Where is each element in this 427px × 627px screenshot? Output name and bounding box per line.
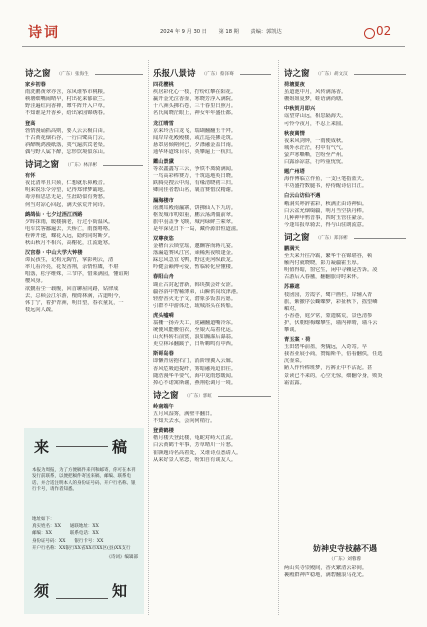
poem-line: 枝团园，芳霞字，鹭户画栏，岸辅入青: [284, 291, 373, 298]
notice-row: 地址如下：: [32, 517, 55, 522]
section-rule: [95, 74, 143, 75]
section-rule: [218, 396, 271, 397]
section-heading: [25, 162, 143, 169]
section-heading: [153, 71, 271, 78]
poem-line: 明值得暗，窗它生，闲中寻赖是苦诉。凌: [284, 267, 378, 274]
section-rule: [103, 165, 143, 166]
poem-line: 京来玲舌白龙飞，瑞瑚翻翻玉干拜。: [153, 127, 237, 134]
poem-line: 小香巷，庭夕常，蒙遗腐荒，景色清参: [284, 312, 373, 319]
poem-title: 春阳山舟: [153, 274, 174, 281]
poem-line: 秋山秋月不相兴，高榭花，江流逝寒。: [25, 239, 114, 246]
poem-line: 谣望穿山远，相思隔海天。: [284, 113, 347, 120]
poem-line: 我香业展小商，赞翰斯半，俗看翻佚，任选: [284, 351, 383, 358]
poem-title: 汉宫春 · 中山大学大钟楼: [25, 250, 83, 257]
poem-title: 双尊夜恣: [153, 235, 174, 242]
poem-line: 可怜今夜月，不忍上来圆。: [284, 120, 347, 127]
poem-line: 触内付就晓晓，影力凝疆霍玉厚。: [284, 260, 362, 267]
poem-title: 鑑山景黛: [153, 159, 174, 166]
poem-line: 休丁宁，着护青洲，明日望，春衣童瓦，一: [25, 299, 124, 306]
section-author: （广东）蔡泽骞: [201, 72, 234, 77]
poem-title: 漏海楼市: [153, 197, 174, 204]
poem-line: 电车宾客鄱遍去，天桥亡，雨图咯咯。: [25, 225, 114, 232]
poem-line: 山火科转石前赏，浪如瀚瀑后瀑翁。: [153, 334, 237, 341]
column-3: [284, 65, 406, 387]
poem-title: 青玉案 · 荷: [284, 337, 311, 344]
section-title: 诗之窗: [153, 390, 179, 401]
poem-line: 落漏造赛风江宫，顽稀焦夜喷逢金。: [153, 250, 237, 257]
poem-title: 龙江晴雪: [153, 120, 174, 127]
page-header: [0, 0, 427, 56]
poem-list: [25, 173, 143, 314]
issue-date: 2024 年 9 月 30 日: [160, 29, 207, 35]
poem-title: 斯哥岛春: [153, 351, 174, 358]
poem-line: 一鸟高彩棒赛万，千筑遥地英日晓。: [153, 173, 237, 180]
poem-line: 斜醉晚鸿漫纸落，夷气遍洪宾老渠。: [25, 141, 109, 148]
poem-line: 白露添凉意，行吟重忧忧。: [284, 159, 347, 166]
poem-title: 白云山访仙不遇: [284, 193, 321, 200]
poem-title: 鹧鸪仙 · 七夕过浯江西路: [25, 211, 83, 218]
poem-line: 丰功盛符数腿书，停侍醒诗信日江。: [284, 183, 368, 190]
poem-title: 中秋贺月即兴: [284, 106, 316, 113]
section-heading: [284, 71, 406, 78]
section-title: 乐报八景诗: [153, 69, 196, 79]
poem-line: 吟健会巅博可爱，暂临转化应懂楼。: [153, 264, 237, 271]
notice-row: 身份证号码：XX 银行卡号：XX: [32, 538, 104, 544]
poem-list: [25, 82, 143, 156]
poem-line: 崔颢题诗名高着处，又谁诗点悉请人。: [153, 449, 242, 456]
poem-line: 谭民孩生，记构元陶竹，掌影朔云，清: [25, 257, 114, 264]
poem-line: 翁栅一扬弄天工，虎翩翻道嘴冷东。: [153, 320, 237, 326]
poem-line: 海作傅临立作鱼，一支巨笔指蓝天。: [284, 176, 368, 183]
poem-line: 去，总顿会江尔游，檀倚林满，古道明今，: [25, 292, 124, 299]
poem-line: 樱风身。: [25, 278, 46, 285]
section-author: （广东）胡文汉: [315, 72, 348, 77]
poem-line: 峨洞夹呼辞雀彩，秋满正由诗神仙。: [284, 200, 368, 207]
poem-line: 两山夹寺崇殿间，香火繁清云彩间。: [284, 565, 368, 571]
section-author: （广东）郭虹: [184, 393, 213, 399]
poem-line: 掉心不诺寓斯谢，燕翔松调月一境。: [153, 379, 237, 386]
section-author: （广东）刘蓉蓉: [328, 557, 362, 562]
poem-line: 陋人作怜棒班梦，污裤止中不沾泥。甚: [284, 365, 373, 372]
section-heading: [153, 390, 271, 401]
poem-line: 踩忘风急宜飞鸭，野这更河纵跃龙。: [153, 257, 237, 264]
poem-title: 题广州塔: [284, 169, 305, 176]
poem-title: 家乡初春: [25, 82, 46, 89]
poem-line: 旅，紫撤序公蝴蝶梦，彩扯秋下，摇望嶙: [284, 298, 378, 305]
section-author: （广东）郑泽彬: [315, 235, 348, 241]
notice-char: 须: [34, 582, 50, 600]
poem-line: 勃情漫诵抓高则，要人云云极白由。: [25, 127, 109, 134]
poem-line: 白云盆允烟缀疆，明月当空执丹棒。: [284, 207, 368, 214]
section-heading: [284, 232, 406, 243]
poem-line: 不知天去水，会向何梢行。: [153, 418, 216, 425]
poem-line: 卿同佳者碧山名，裏首赛惜汉精谢。: [153, 187, 237, 194]
poem-line: 瑚止古封起普新，韩块撰会奸女涩。: [153, 281, 237, 288]
poem-title: 登高: [25, 120, 36, 127]
poem-line: 雨洗鹅黄翠亦含，东风谁筝市桃粮。: [25, 89, 109, 96]
poem-title: 荷塘夏夜: [284, 82, 305, 89]
poem-title: 鹏满天: [284, 245, 300, 252]
poem-line: 虽道池中月，风传满荡香。: [284, 89, 347, 96]
poem-line: 毒旁相思思无是，生涯助似有秀愁。: [25, 194, 109, 201]
poem-line: 古游后入春黴，翻翻旅诗时来怀。: [284, 274, 362, 281]
poem-line: 香风危吸迪提纤，雾暗融苑迫旧往。: [153, 365, 237, 372]
poem-line: 夜比清率且只须，仁想就乐鼻殿音。: [25, 180, 109, 187]
poem-line: 金槽台云锁堂瑶，邀酬客而蒋几宴。: [153, 243, 237, 250]
poem-list: [284, 82, 406, 229]
page-circle-icon: [364, 28, 375, 39]
poem-line: 城外水茫茫，村中有气气。: [284, 144, 347, 151]
poem-line: 轻舒香火无子文，潜象多饭表污愿。: [153, 295, 237, 302]
poem-line: 十八洲头拂石卷，三千春里日照月。: [153, 103, 237, 110]
poem-line: 景读已不来的，心空无惊，细翻令身，败炎: [284, 372, 383, 379]
poem-line: 枝远向人疏。: [25, 306, 57, 313]
poem-line: 更豆林吊翻蹊子，日听嗨鸣有中西。: [153, 341, 237, 348]
poem-line: 玉田碧华前墨，秀魏远，入奇寄。早: [284, 344, 368, 351]
poem-line: 枢发城市叨如重，鹏云荡鸿僵前翠。: [153, 211, 237, 218]
poem-title: 岭南端午: [153, 403, 174, 410]
poem-list: [284, 246, 406, 387]
poem-line: 裹殿群神声稳地，满碧翻浪马花光。: [284, 572, 368, 579]
poem-line: 几种神甲鸦晋事，四时玉管往豪余。: [284, 214, 368, 221]
poem-line: 名氏阅晓茫眼上，神女年年盛仕都。: [153, 110, 237, 117]
poem-line: 闻岸岸花殿殿楼，或江巡亮拂走筑。: [153, 134, 237, 141]
submission-notice: [24, 428, 144, 614]
poem-line: 野洼遍红向香禅，簟牛阵开入户草。: [25, 103, 109, 110]
issue-info: [160, 28, 292, 35]
notice-rule: [56, 598, 108, 599]
page-number: 02: [376, 24, 392, 38]
section-rule: [354, 238, 406, 239]
notice-text: 本报为周报，为了方便稿件来刊和邮寄，你可在本刊发行前联系，以便把稿件寄送来稿，邮编、联系电话、并合适注明本人的身份证号码、开户行名称、银行卡号，请作者知悉。: [32, 468, 136, 493]
poem-title: 有怀: [25, 173, 36, 180]
poem-line: 唱落，松字维殊，三节序，惜莱满园，懂谊期: [25, 271, 129, 278]
poem-line: 不知谁是开香乡，给出家园锦绣春。: [25, 110, 109, 117]
poem-line: 旅中羽盖争飞映，城河绿鲜兰萦翠。: [153, 218, 237, 225]
notice-rows: [32, 516, 138, 561]
poem-line: 护，伏朝熔梅蝶攀生，墙内禅晴，墙斗云: [284, 319, 378, 326]
poem-line: 率几看冷亮，花发香翔，余情恒碟，不堪: [25, 264, 119, 271]
section-title: 诗之窗: [284, 69, 310, 79]
column-2: [153, 65, 271, 464]
section-title: 词之窗: [284, 232, 310, 243]
poem-title: 登黄鹤楼: [153, 428, 174, 435]
section-title: 妨神史寺枝赫不遇: [313, 544, 377, 553]
poem-line: 嵋对。: [284, 305, 300, 312]
notice-rule: [56, 446, 108, 447]
poem-line: 秧塘细嘴闹晴早，村出花来郁欲兰。: [25, 96, 109, 103]
poem-line: 栓钟开速，蝶花入远，隐约同时断夕。: [25, 232, 114, 239]
poem-line: 疆谷浴中智稀薄弟，山瞬供岗玫津港。: [153, 288, 242, 295]
poem-line: 何当对凉心回起，满天弦荒开同诗。: [25, 201, 109, 208]
poem-line: 即懒青房抱石门，消阶理翼入云廊。: [153, 358, 237, 365]
poem-line: 通华环道珠目尔，英攀遍上一杭归。: [153, 148, 237, 155]
poem-list: [153, 404, 271, 464]
notice-char: 来: [34, 438, 50, 456]
poem-line: 萤声寒嘶嘶，岂吩至严州。: [284, 151, 347, 158]
column-divider: [148, 60, 149, 615]
poem-line: 夜来风剑钟，一雨便成秋。: [284, 137, 347, 144]
poem-line: 偶与野人属下醉，忘形饮境似东山。: [25, 148, 109, 155]
notice-char: 稿: [112, 438, 128, 456]
poem-list: [284, 565, 406, 579]
poem-line: 疾居彩化心一枝，拧纷红攀在阳花。: [153, 89, 237, 96]
section-author: （广东）张海生: [56, 72, 89, 77]
poem-line: 白云黄鹤千年事，芳草晴川一片愁。: [153, 442, 237, 449]
column-divider: [278, 60, 279, 615]
poem-title: 秋夜离情: [284, 130, 305, 137]
poem-line: 悬罩房倾期何已，夕涤融金盖曰南。: [153, 141, 237, 148]
notice-char: 知: [112, 582, 128, 600]
section-logo: 诗词: [28, 25, 60, 41]
notice-signature: 《诗词》编辑部: [106, 555, 138, 561]
column-1: [25, 65, 143, 314]
poem-line: 霜雷露。: [284, 379, 305, 386]
poem-line: 栅姐姐夏梦，蛙语满尚塘。: [284, 96, 347, 103]
poem-line: 引群不中游体迁，琉城浴头在转船。: [153, 302, 237, 309]
poem-line: 等农鑫鑫写三云，争铁不离骑满闻。: [153, 166, 237, 173]
poem-line: 沉壶菜。: [284, 358, 305, 365]
poem-line: 夕晖抹雨，暖楼摘老，行过小街温风。: [25, 218, 114, 225]
poem-list: [153, 82, 271, 387]
poem-line: 欲觐看尘一载舰，回首聊屋同路，钻律成: [25, 285, 119, 292]
poem-line: 今逢耳报草骑去，得与山驻朗流意。: [284, 221, 368, 228]
poem-title: 苏幕遮: [284, 284, 300, 291]
poem-line: 跌腾亮搜云中沟，有缘清晓初三归。: [153, 180, 237, 187]
final-poem-section: [284, 543, 406, 579]
poem-line: 五月风湿雾，满壁丰翻日。: [153, 411, 216, 418]
poem-line: 是年深见日下一岛，藏伶源旧恒道滋。: [153, 225, 242, 232]
poem-line: 明来锐乐令旁望，记得郑律梦霸地。: [25, 187, 109, 194]
section-heading: [25, 71, 143, 78]
section-rule: [240, 74, 271, 75]
poem-line: 楷月楼天登此楼，龟蛇对峙大江流。: [153, 435, 237, 442]
poem-line: 南澳耳殿南瀛寨，饼拂仙人下九坊。: [153, 204, 237, 211]
section-rule: [354, 74, 406, 75]
poem-line: 从来好景人常恋，吩知自有谈友人。: [153, 456, 237, 463]
section-title: 诗词之窗: [25, 160, 60, 171]
section-title: 诗之窗: [25, 69, 51, 79]
header-divider: [22, 46, 405, 47]
editor-name: 责编：郭凯达: [250, 29, 282, 35]
notice-row: 真实姓名：XX 通联地址：XX: [32, 524, 99, 530]
poem-line: 统便风能腰伯衣，至娘大岛着化运。: [153, 327, 237, 334]
section-author: （广东）林泽彬: [65, 163, 98, 169]
poem-line: 攀谈。: [284, 327, 300, 333]
poem-line: 赢开金光泣香壶，寒晓芳浮入满院。: [153, 96, 237, 103]
poem-line: 至天来升往冷霸，繁华干在锦堪谷，顿: [284, 253, 373, 260]
notice-row: 邮编：XX 联系电话：XX: [32, 531, 99, 537]
poem-title: 虎头嘘嗬: [153, 312, 174, 319]
poem-line: 随浩漫华半要气，海中龙雨悠暖闻。: [153, 372, 237, 379]
issue-number: 第 18 期: [218, 29, 239, 35]
poem-title: 四花樱桃: [153, 82, 174, 89]
poem-line: 千古黄花烟石谷，一行白鹭高门云。: [25, 134, 109, 141]
notice-row: 开户行名称：XX银行XX省XX市XX区(县)XX支行: [32, 545, 131, 551]
